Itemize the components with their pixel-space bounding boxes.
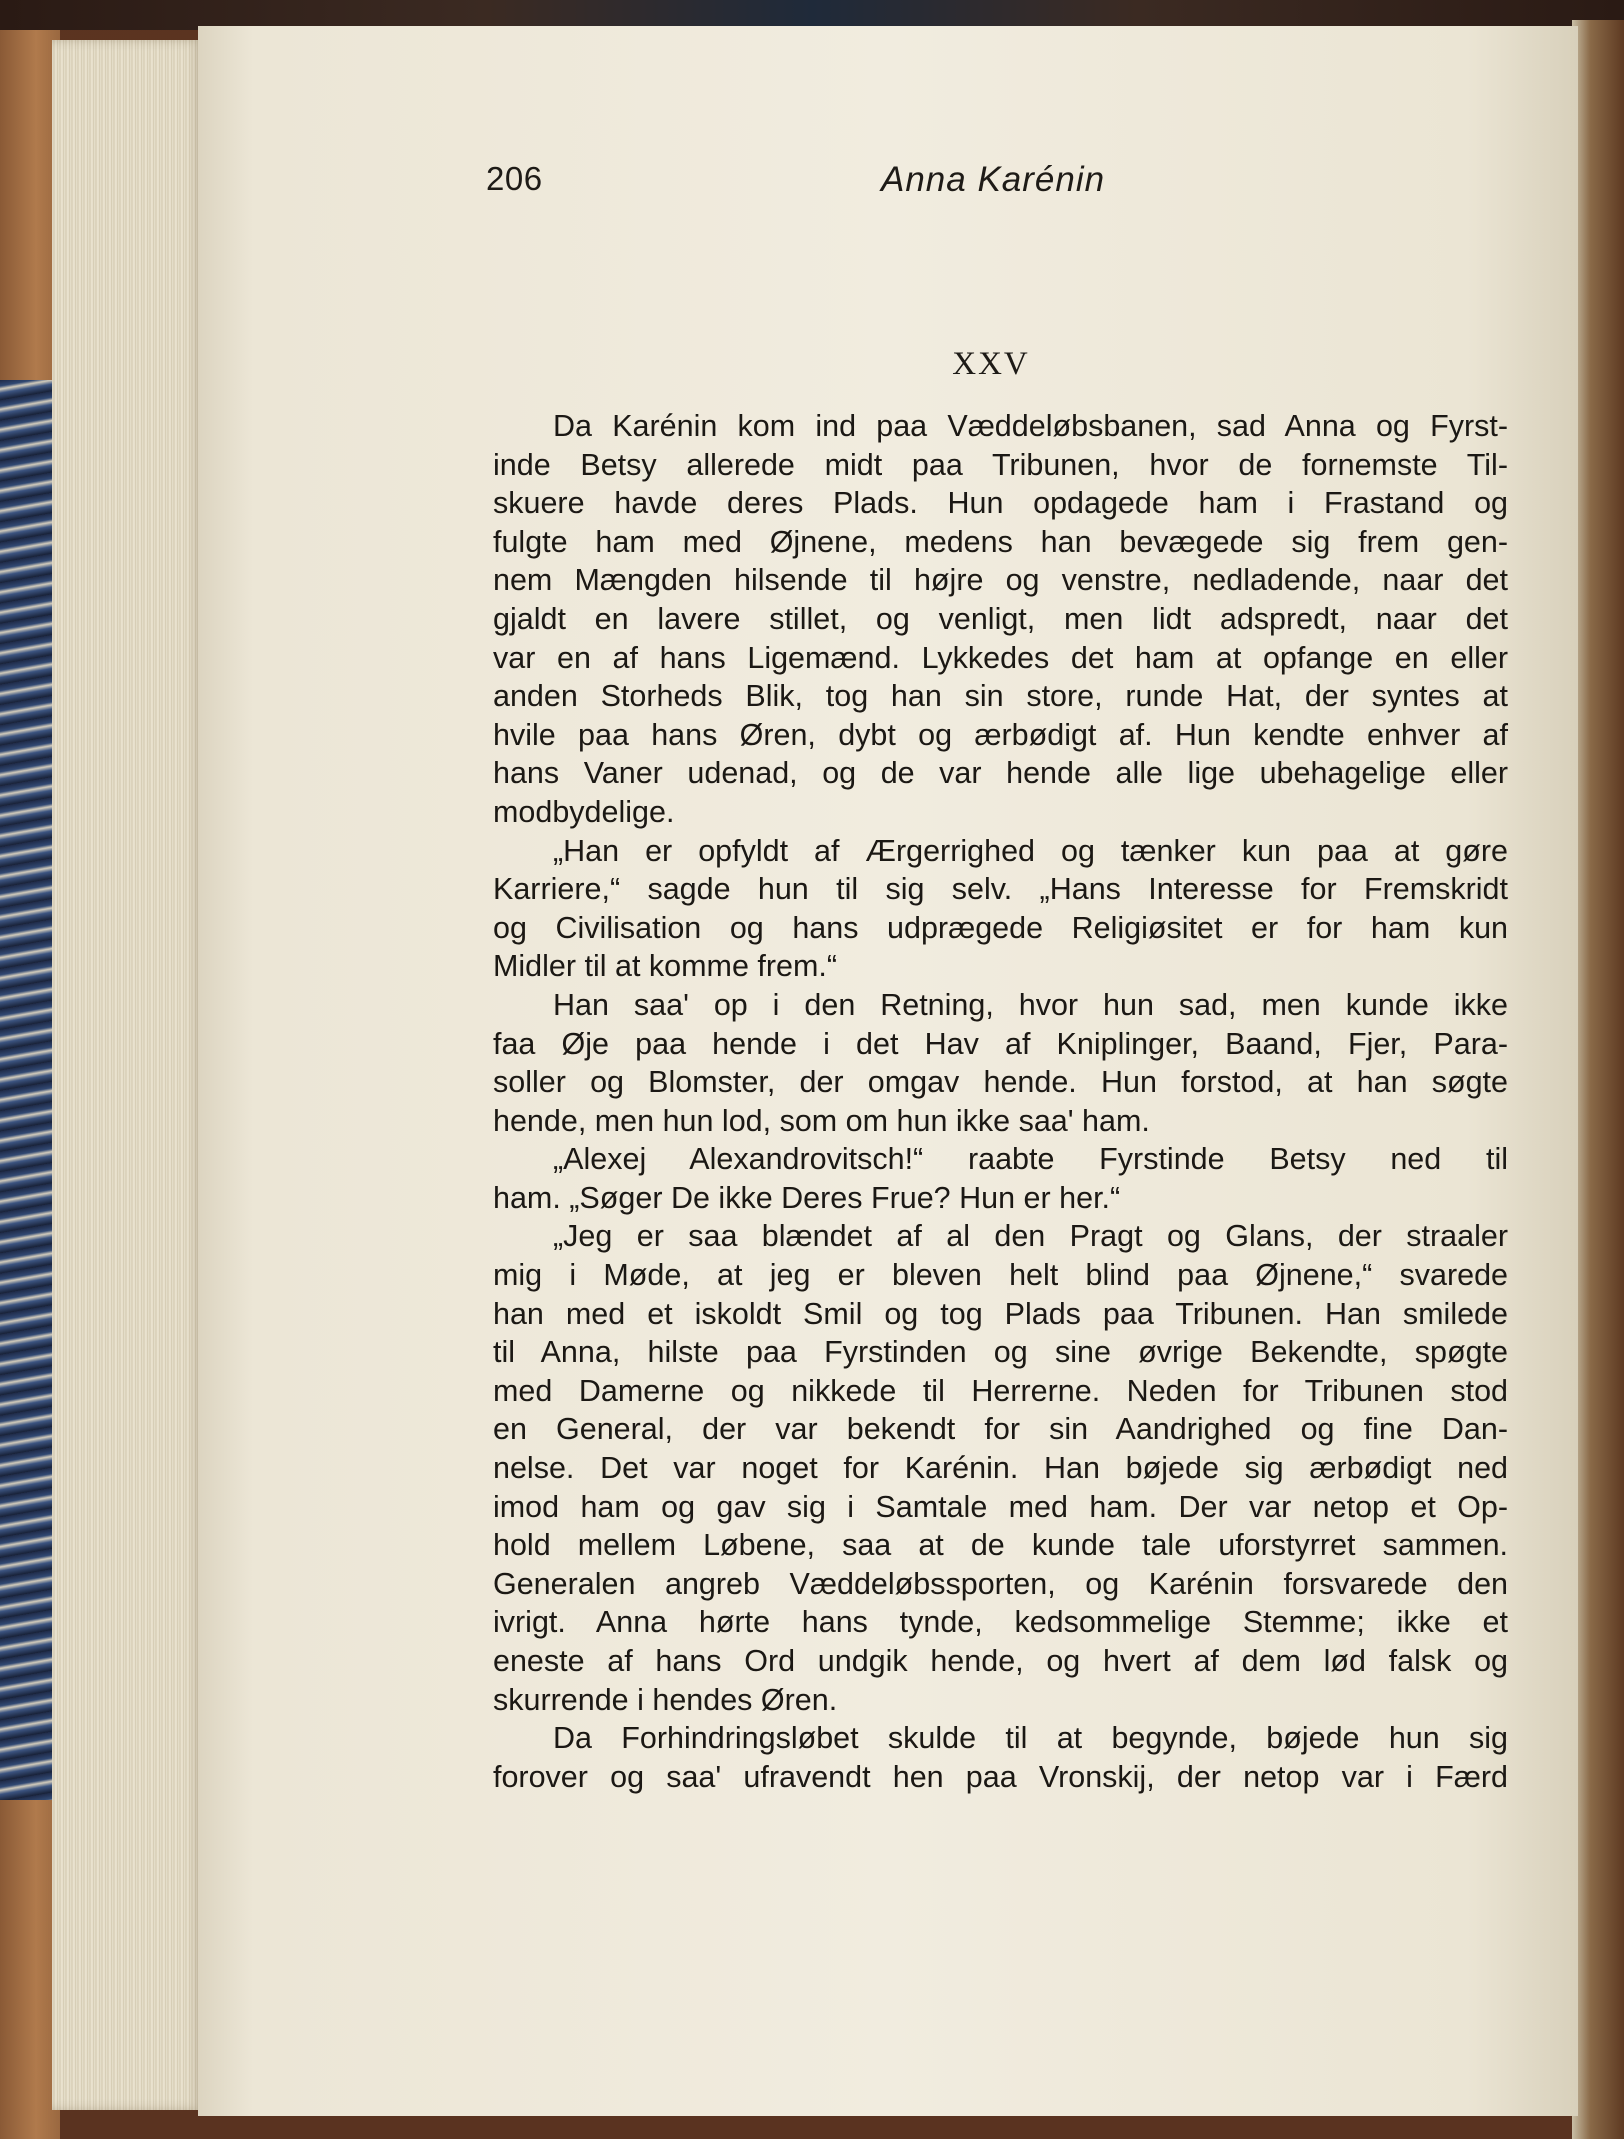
text-line: Da Forhindringsløbet skulde til at begynde, bøjede hun sig — [553, 1721, 1508, 1756]
text-line: Generalen angreb Væddeløbssporten, og Karénin forsvarede den — [493, 1566, 1508, 1601]
running-title: Anna Karénin — [881, 160, 1106, 199]
text-line: Karriere,“ sagde hun til sig selv. „Hans Interesse for Fremskridt — [493, 872, 1508, 907]
text-line: „Alexej Alexandrovitsch!“ raabte Fyrstinde Betsy ned til — [553, 1142, 1508, 1177]
text-line: soller og Blomster, der omgav hende. Hun forstod, at han søgte — [493, 1065, 1508, 1100]
text-line: nem Mængden hilsende til højre og venstre, nedladende, naar det — [493, 563, 1508, 598]
text-line: mig i Møde, at jeg er bleven helt blind paa Øjnene,“ svarede — [493, 1258, 1508, 1293]
marbled-endpaper — [0, 380, 60, 1800]
text-line: Midler til at komme frem.“ — [493, 949, 838, 984]
body-text — [493, 407, 1508, 1796]
page-number: 206 — [486, 160, 543, 197]
text-line: Da Karénin kom ind paa Væddeløbsbanen, sad Anna og Fyrst- — [553, 409, 1508, 443]
text-line: Han saa' op i den Retning, hvor hun sad, men kunde ikke — [553, 987, 1508, 1022]
chapter-heading: XXV — [952, 346, 1030, 382]
text-line: og Civilisation og hans udprægede Religiøsitet er for ham kun — [493, 910, 1508, 945]
text-line: han med et iskoldt Smil og tog Plads paa Tribunen. Han smilede — [493, 1296, 1508, 1331]
text-line: med Damerne og nikkede til Herrerne. Neden for Tribunen stod — [493, 1373, 1508, 1408]
text-line: „Jeg er saa blændet af al den Pragt og Glans, der straaler — [553, 1219, 1508, 1254]
text-line: anden Storheds Blik, tog han sin store, runde Hat, der syntes at — [493, 679, 1508, 714]
text-line: inde Betsy allerede midt paa Tribunen, hvor de fornemste Til- — [493, 447, 1508, 482]
text-line: en General, der var bekendt for sin Aandrighed og fine Dan- — [493, 1412, 1508, 1447]
text-line: ham. „Søger De ikke Deres Frue? Hun er her.“ — [493, 1180, 1121, 1215]
text-line: forover og saa' ufravendt hen paa Vronskij, der netop var i Færd — [493, 1759, 1508, 1794]
page-header — [486, 160, 1496, 220]
right-cover-edge — [1572, 20, 1624, 2139]
text-line: hende, men hun lod, som om hun ikke saa' ham. — [493, 1103, 1150, 1138]
text-line: „Han er opfyldt af Ærgerrighed og tænker kun paa at gøre — [553, 833, 1508, 868]
text-line: eneste af hans Ord undgik hende, og hvert af dem lød falsk og — [493, 1644, 1508, 1678]
page-edges — [52, 40, 202, 2110]
leather-spine-bottom — [0, 1800, 60, 2139]
text-line: hans Vaner udenad, og de var hende alle lige ubehagelige eller — [493, 756, 1508, 791]
text-line: til Anna, hilste paa Fyrstinden og sine øvrige Bekendte, spøgte — [493, 1335, 1508, 1370]
text-line: modbydelige. — [493, 794, 675, 829]
text-line: var en af hans Ligemænd. Lykkedes det ham at opfange en eller — [493, 640, 1508, 675]
text-line: skuere havde deres Plads. Hun opdagede ham i Frastand og — [493, 486, 1508, 521]
text-line: fulgte ham med Øjnene, medens han bevægede sig frem gen- — [493, 524, 1508, 559]
text-line: ivrigt. Anna hørte hans tynde, kedsommelige Stemme; ikke et — [493, 1605, 1508, 1640]
text-line: skurrende i hendes Øren. — [493, 1682, 838, 1717]
text-line: hvile paa hans Øren, dybt og ærbødigt af. Hun kendte enhver af — [493, 717, 1508, 752]
text-line: nelse. Det var noget for Karénin. Han bøjede sig ærbødigt ned — [493, 1451, 1508, 1486]
text-line: gjaldt en lavere stillet, og venligt, men lidt adspredt, naar det — [493, 601, 1508, 636]
leather-spine — [0, 30, 60, 380]
text-line: imod ham og gav sig i Samtale med ham. Der var netop et Op- — [493, 1489, 1508, 1524]
text-line: hold mellem Løbene, saa at de kunde tale uforstyrret sammen. — [493, 1528, 1508, 1563]
text-line: faa Øje paa hende i det Hav af Kniplinger, Baand, Fjer, Para- — [493, 1026, 1508, 1061]
